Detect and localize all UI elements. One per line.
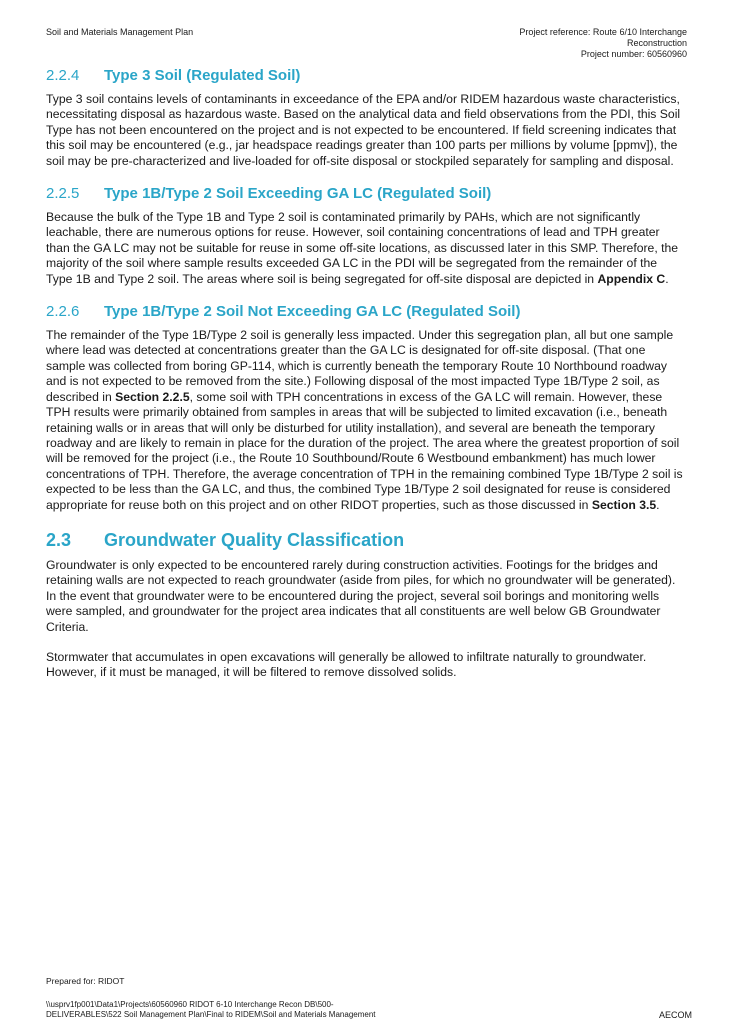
section-heading-2-2-4 <box>46 66 686 86</box>
section-heading-2-2-6 <box>46 302 686 322</box>
header-project-number: Project number: 60560960 <box>580 49 687 59</box>
section-number: 2.2.5 <box>46 185 80 203</box>
footer-file-path-line: \\usprv1fp001\Data1\Projects\60560960 RIDOT 6-10 Interchange Recon DB\500- <box>46 1000 334 1009</box>
section-title: Type 3 Soil (Regulated Soil) <box>104 67 301 84</box>
section-number: 2.2.6 <box>46 303 80 321</box>
paragraph-2-2-4: Type 3 soil contains levels of contaminants in exceedance of the EPA and/or RIDEM hazardous waste characteristics, necessitating disposal as hazardous waste. Based on the analytical data and field observations from the PDI, this Soil Type has not been encountered on the project and is not expected to be encountered. If field screening indicates that this soil may be encountered (e.g., jar headspace readings greater than 100 parts per millions by volume [ppmv]), the soil may be pre-characterized and live-loaded for off-site disposal or stockpiled separately for sampling and disposal. <box>46 92 681 168</box>
appendix-c-reference: Appendix C <box>597 271 666 286</box>
section-title: Groundwater Quality Classification <box>104 529 405 550</box>
section-title: Type 1B/Type 2 Soil Exceeding GA LC (Regulated Soil) <box>104 185 492 203</box>
header-project-info <box>427 27 687 60</box>
paragraph-2-3-groundwater: Groundwater is only expected to be encountered rarely during construction activities. Footings for the bridges and retaining walls are not expected to reach groundwater (aside from piles, for which no groundwater will be generated). In the event that groundwater were to be encountered during the project, several soil borings and monitoring wells were sampled, and groundwater for the project area indicates that all constituents are well below GB Groundwater Criteria. <box>46 557 676 634</box>
paragraph-2-3-stormwater: Stormwater that accumulates in open excavations will generally be allowed to infiltrate naturally to groundwater. However, if it must be managed, it will be filtered to remove dissolved solids. <box>46 649 647 680</box>
document-body <box>46 66 686 696</box>
section-heading-2-2-5 <box>46 184 686 204</box>
paragraph-text: The remainder of the Type 1B/Type 2 soil is generally less impacted. Under this segregation plan, all but one sample where lead was detected at concentrations greater than the GA LC is designated for off-site disposal. (That one sample was collected from boring GP-114, which is currently beneath the temporary Route 10 Northbound roadway and is not expected to be removed from the site.) Following disposal of the most impacted Type 1B/Type 2 soil, as described in <box>46 328 674 404</box>
paragraph-2-2-6 <box>46 328 686 513</box>
paragraph-2-2-5 <box>46 210 686 287</box>
footer-company-name: AECOM <box>658 1010 692 1020</box>
header-project-reference: Project reference: Route 6/10 Interchange <box>519 27 687 37</box>
paragraph-text: . <box>665 271 669 286</box>
paragraph-text: , some soil with TPH concentrations in excess of the GA LC will remain. However, these TPH results were primarily obtained from samples in areas that will be subjected to limited excavation (i.e., beneath retaining walls or in areas that will only be disturbed for utility installation), and several are beneath the temporary roadway and are likely to remain in place for the duration of the project. The area where the greatest proportion of soil will be removed for the project (i.e., the Route 10 Southbound/Route 6 Westbound embankment) has much lower concentrations of TPH. Therefore, the average concentration of TPH in the remaining combined Type 1B/Type 2 soil is expected to be less than the GA LC, and thus, the combined Type 1B/Type 2 soil designated for reuse is considered appropriate for reuse both on this project and on other RIDOT properties, such as those discussed in <box>46 389 683 512</box>
footer-prepared-for: Prepared for: RIDOT <box>46 976 125 986</box>
paragraph-text: Because the bulk of the Type 1B and Type 2 soil is contaminated primarily by PAHs, which are not significantly leachable, there are numerous options for reuse. However, soil containing concentrations of lead and TPH greater than the GA LC may not be suitable for reuse in some off-site locations, as discussed later in this SMP. Therefore, the majority of the soil where sample results exceeded GA LC in the PDI will be segregated from the remainder of the Type 1B and Type 2 soil. The areas where soil is being segregated for off-site disposal are depicted in <box>46 210 679 286</box>
footer-file-path <box>46 1000 566 1019</box>
section-3-5-reference: Section 3.5 <box>591 497 657 512</box>
section-2-2-5-reference: Section 2.2.5 <box>115 389 190 404</box>
section-title: Type 1B/Type 2 Soil Not Exceeding GA LC (Regulated Soil) <box>104 303 521 321</box>
footer-file-path-line: DELIVERABLES\522 Soil Management Plan\Final to RIDEM\Soil and Materials Management <box>46 1009 376 1019</box>
section-number: 2.2.4 <box>46 67 80 84</box>
section-heading-2-3 <box>46 528 686 552</box>
section-number: 2.3 <box>46 529 72 550</box>
paragraph-text: . <box>656 497 660 512</box>
header-title: Soil and Materials Management Plan <box>46 27 194 37</box>
header-project-reference-cont: Reconstruction <box>626 38 687 48</box>
